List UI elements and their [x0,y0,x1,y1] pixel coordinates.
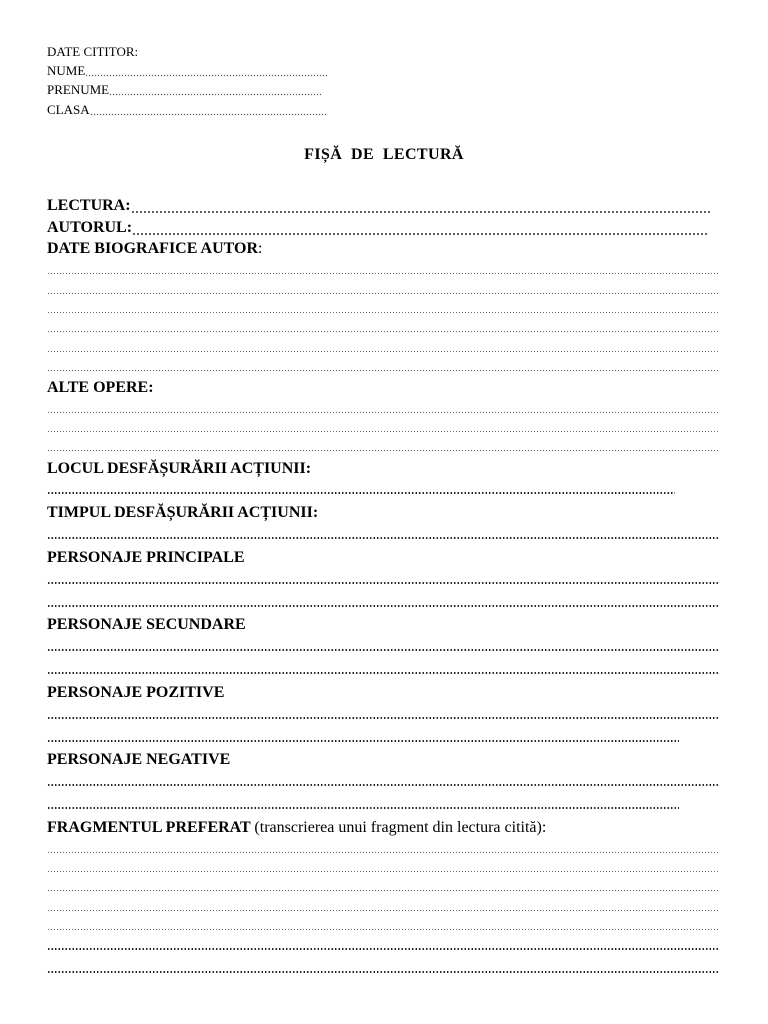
alte-opere-line[interactable] [47,429,720,433]
fragment-line[interactable] [47,908,720,912]
personaje-secundare-line[interactable] [47,648,720,652]
lectura-line[interactable] [131,197,711,215]
lectura-label: LECTURA: [47,197,131,214]
biografie-line[interactable] [47,291,720,295]
reader-class-line[interactable] [90,103,328,117]
page-title: FIȘĂ DE LECTURĂ [304,146,464,163]
reader-class-field [47,103,328,117]
locul-label: LOCUL DESFĂȘURĂRII ACȚIUNII: [47,460,312,477]
fragment-line[interactable] [47,970,720,974]
personaje-pozitive-line[interactable] [47,739,679,743]
personaje-pozitive-line[interactable] [47,716,720,720]
reader-name-line[interactable] [85,64,328,78]
fragment-line[interactable] [47,869,720,873]
fragment-line[interactable] [47,850,720,854]
reader-surname-field [47,83,321,97]
reader-class-label: CLASA [47,102,90,117]
personaje-pozitive-label: PERSONAJE POZITIVE [47,684,225,701]
fragment-line[interactable] [47,888,720,892]
autorul-line[interactable] [132,219,708,237]
fragment-note: (transcrierea unui fragment din lectura citită): [254,819,547,836]
personaje-secundare-label: PERSONAJE SECUNDARE [47,616,246,633]
reader-heading: DATE CITITOR: [47,44,139,59]
biografie-line[interactable] [47,329,720,333]
biografie-line[interactable] [47,310,720,314]
fragment-line[interactable] [47,927,720,931]
locul-line[interactable] [47,491,675,495]
reader-surname-line[interactable] [109,83,321,97]
biografie-line[interactable] [47,349,720,353]
biografie-line[interactable] [47,271,720,275]
autorul-field [47,219,708,237]
personaje-negative-line[interactable] [47,806,679,810]
fragment-line[interactable] [47,947,720,951]
personaje-negative-line[interactable] [47,783,720,787]
personaje-principale-line[interactable] [47,604,720,608]
timpul-line[interactable] [47,536,720,540]
reader-name-label: NUME [47,63,86,78]
alte-opere-line[interactable] [47,448,720,452]
biografie-label: DATE BIOGRAFICE AUTOR: [47,240,263,257]
alte-opere-label: ALTE OPERE: [47,379,154,396]
reader-name-field [47,64,328,78]
biografie-line[interactable] [47,368,720,372]
autorul-label: AUTORUL: [47,219,133,236]
fragment-label: FRAGMENTUL PREFERAT (transcrierea unui fragment din lectura citită): [47,819,547,836]
alte-opere-line[interactable] [47,410,720,414]
timpul-label: TIMPUL DESFĂȘURĂRII ACȚIUNII: [47,504,319,521]
personaje-secundare-line[interactable] [47,671,720,675]
reader-surname-label: PRENUME [47,82,110,97]
personaje-principale-label: PERSONAJE PRINCIPALE [47,549,245,566]
personaje-principale-line[interactable] [47,581,720,585]
personaje-negative-label: PERSONAJE NEGATIVE [47,751,231,768]
lectura-field [47,197,711,215]
